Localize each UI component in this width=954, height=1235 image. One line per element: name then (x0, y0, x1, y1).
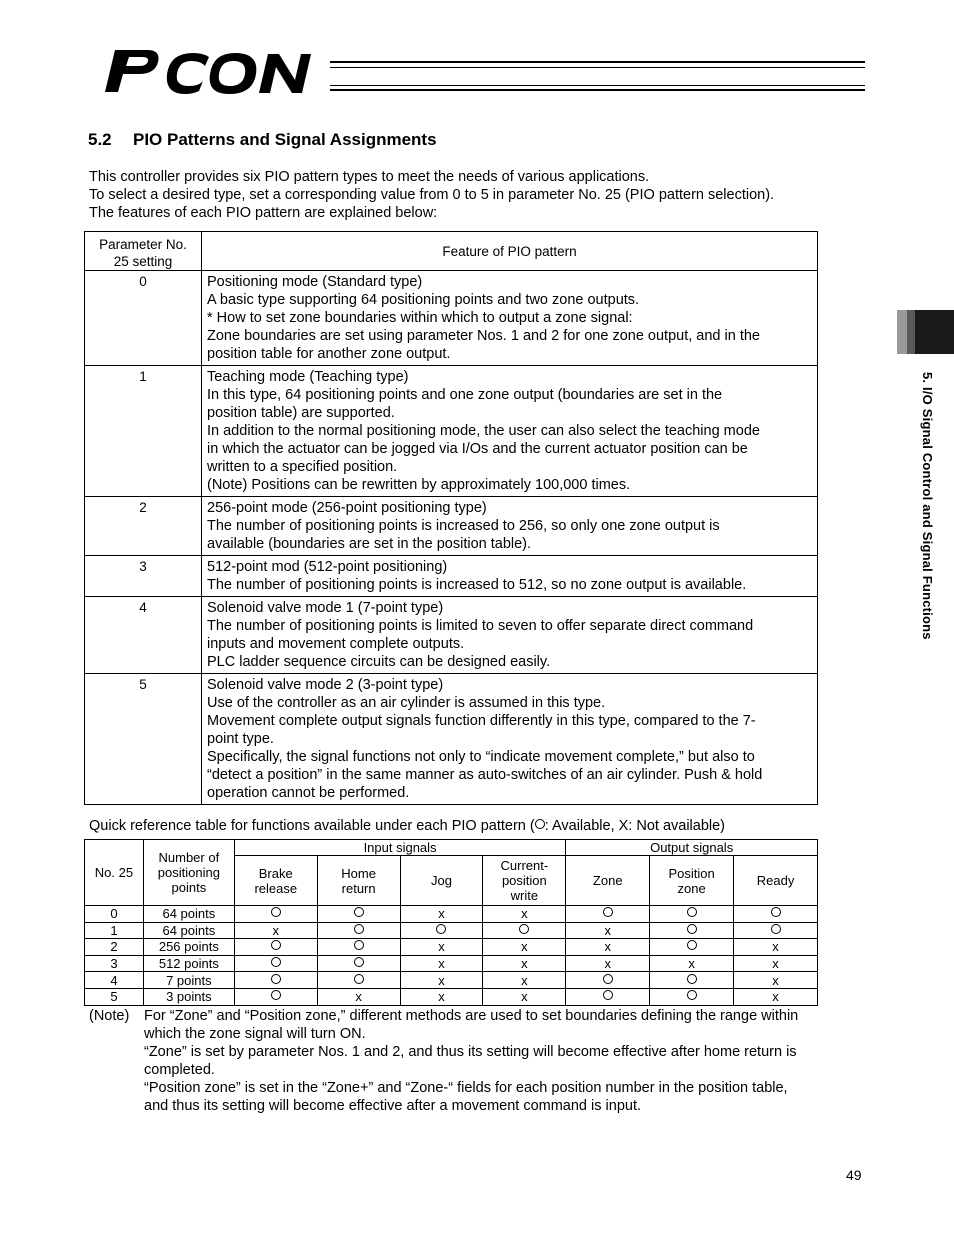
available-cell (234, 906, 317, 923)
available-cell (400, 922, 483, 939)
section-number: 5.2 (88, 130, 112, 149)
circle-icon (687, 924, 697, 934)
available-cell (734, 906, 818, 923)
feature-cell: 256-point mode (256-point positioning type) The number of positioning points is increased to 256, so only one zone output is available (boundaries are set in the position table). (202, 497, 818, 556)
header-no: No. 25 (85, 840, 144, 906)
circle-icon (354, 974, 364, 984)
available-cell (234, 988, 317, 1005)
circle-icon (603, 907, 613, 917)
table-row (85, 366, 818, 497)
not-available-cell: x (234, 922, 317, 939)
setting-cell: 0 (85, 271, 202, 366)
circle-icon (271, 907, 281, 917)
table-row (85, 597, 818, 674)
setting-cell: 1 (85, 366, 202, 497)
circle-icon (354, 907, 364, 917)
available-cell (317, 906, 400, 923)
intro-line: The features of each PIO pattern are explained below: (89, 205, 438, 221)
not-available-cell: x (400, 906, 483, 923)
circle-icon (271, 957, 281, 967)
table-row (85, 497, 818, 556)
not-available-cell: x (650, 955, 734, 972)
points-cell: 3 points (143, 988, 234, 1005)
header-setting: Parameter No. 25 setting (85, 232, 202, 271)
pio-pattern-table (84, 231, 818, 805)
section-title: PIO Patterns and Signal Assignments (133, 130, 437, 149)
chapter-side-label: 5. I/O Signal Control and Signal Functions (920, 372, 935, 640)
available-cell (234, 939, 317, 956)
intro-line: This controller provides six PIO pattern types to meet the needs of various applications. (89, 169, 650, 185)
no-cell: 5 (85, 988, 144, 1005)
logo-rule (330, 61, 865, 91)
available-cell (650, 988, 734, 1005)
quick-reference-table (84, 839, 818, 1006)
header-jog: Jog (400, 856, 483, 906)
not-available-cell: x (400, 988, 483, 1005)
not-available-cell: x (483, 939, 566, 956)
points-cell: 256 points (143, 939, 234, 956)
not-available-cell: x (734, 972, 818, 989)
circle-icon (603, 974, 613, 984)
header-position-zone: Position zone (650, 856, 734, 906)
setting-cell: 5 (85, 674, 202, 805)
header-input-signals: Input signals (234, 840, 566, 856)
circle-icon (687, 940, 697, 950)
circle-icon (603, 990, 613, 1000)
not-available-cell: x (483, 988, 566, 1005)
quick-reference-body (85, 906, 818, 1006)
not-available-cell: x (566, 939, 650, 956)
available-cell (650, 906, 734, 923)
circle-icon (271, 940, 281, 950)
not-available-cell: x (483, 906, 566, 923)
no-cell: 0 (85, 906, 144, 923)
circle-icon (354, 940, 364, 950)
not-available-cell: x (400, 939, 483, 956)
header-feature: Feature of PIO pattern (202, 232, 818, 271)
header-zone: Zone (566, 856, 650, 906)
table-row (85, 955, 818, 972)
setting-cell: 4 (85, 597, 202, 674)
points-cell: 7 points (143, 972, 234, 989)
circle-icon (771, 924, 781, 934)
note-body: For “Zone” and “Position zone,” different methods are used to set boundaries defining the range within which the zone signal will turn ON. “Zone” is set by parameter Nos. 1 and 2, and thus its setting will become effective after home return is completed. “Position zone” is set in the “Zone+” and “Zone-“ fields for each position number in the position table, and thus its setting will become effective after a movement command is input. (144, 1008, 799, 1114)
header-home-return: Home return (317, 856, 400, 906)
table-row (85, 906, 818, 923)
chapter-tab-marker (897, 310, 954, 354)
circle-icon (771, 907, 781, 917)
page-number: 49 (846, 1167, 862, 1183)
header-output-signals: Output signals (566, 840, 818, 856)
feature-cell: Teaching mode (Teaching type) In this type, 64 positioning points and one zone output (boundaries are set in the position table) are supported. In addition to the normal positioning mode, the user can also select the teaching mode in which the actuator can be jogged via I/Os and the current actuator position can be written to a specified position. (Note) Positions can be rewritten by approximately 100,000 times. (202, 366, 818, 497)
not-available-cell: x (400, 955, 483, 972)
header-positioning-points: Number of positioning points (143, 840, 234, 906)
circle-icon (519, 924, 529, 934)
available-cell (650, 939, 734, 956)
no-cell: 3 (85, 955, 144, 972)
table-row (85, 939, 818, 956)
available-cell (317, 939, 400, 956)
available-cell (734, 922, 818, 939)
circle-icon (535, 819, 545, 829)
intro-line: To select a desired type, set a corresponding value from 0 to 5 in parameter No. 25 (PIO pattern selection). (89, 187, 775, 203)
header-ready: Ready (734, 856, 818, 906)
quick-reference-caption: Quick reference table for functions available under each PIO pattern ( : Available, X: Not available) (89, 818, 726, 834)
circle-icon (271, 974, 281, 984)
not-available-cell: x (734, 939, 818, 956)
feature-cell: Positioning mode (Standard type) A basic type supporting 64 positioning points and two zone outputs. * How to set zone boundaries within which to output a zone signal: Zone boundaries are set using parameter Nos. 1 and 2 for one zone output, and in the position table for another zone output. (202, 271, 818, 366)
available-cell (483, 922, 566, 939)
table-row (85, 972, 818, 989)
available-cell (566, 906, 650, 923)
not-available-cell: x (566, 922, 650, 939)
not-available-cell: x (483, 972, 566, 989)
feature-cell: 512-point mod (512-point positioning) The number of positioning points is increased to 512, so no zone output is available. (202, 556, 818, 597)
setting-cell: 3 (85, 556, 202, 597)
table-row (85, 556, 818, 597)
table-row (85, 988, 818, 1005)
available-cell (566, 972, 650, 989)
no-cell: 1 (85, 922, 144, 939)
not-available-cell: x (566, 955, 650, 972)
available-cell (317, 922, 400, 939)
available-cell (317, 972, 400, 989)
intro-paragraph (89, 168, 774, 222)
points-cell: 64 points (143, 906, 234, 923)
table-row (85, 922, 818, 939)
feature-cell: Solenoid valve mode 2 (3-point type) Use of the controller as an air cylinder is assumed in this type. Movement complete output signals function differently in this type, compared to the 7- point type. Specifically, the signal functions not only to “indicate movement complete,” but also to “detect a position” in the same manner as auto-switches of an air cylinder. Push & hold operation cannot be performed. (202, 674, 818, 805)
not-available-cell: x (400, 972, 483, 989)
circle-icon (354, 957, 364, 967)
not-available-cell: x (734, 988, 818, 1005)
available-cell (234, 972, 317, 989)
points-cell: 512 points (143, 955, 234, 972)
pcon-logo-mark (95, 44, 335, 96)
points-cell: 64 points (143, 922, 234, 939)
setting-cell: 2 (85, 497, 202, 556)
circle-icon (687, 990, 697, 1000)
circle-icon (436, 924, 446, 934)
circle-icon (271, 990, 281, 1000)
available-cell (234, 955, 317, 972)
not-available-cell: x (734, 955, 818, 972)
pcon-logo (95, 44, 335, 96)
header-current-position-write: Current- position write (483, 856, 566, 906)
section-heading (88, 130, 437, 150)
feature-cell: Solenoid valve mode 1 (7-point type) The number of positioning points is limited to seven to offer separate direct command inputs and movement complete outputs. PLC ladder sequence circuits can be designed easily. (202, 597, 818, 674)
table-row (85, 674, 818, 805)
not-available-cell: x (317, 988, 400, 1005)
circle-icon (687, 974, 697, 984)
circle-icon (354, 924, 364, 934)
table-row (85, 271, 818, 366)
available-cell (317, 955, 400, 972)
note-tag: (Note) (89, 1008, 130, 1024)
available-cell (650, 922, 734, 939)
not-available-cell: x (483, 955, 566, 972)
available-cell (650, 972, 734, 989)
no-cell: 4 (85, 972, 144, 989)
header-brake-release: Brake release (234, 856, 317, 906)
no-cell: 2 (85, 939, 144, 956)
circle-icon (687, 907, 697, 917)
available-cell (566, 988, 650, 1005)
